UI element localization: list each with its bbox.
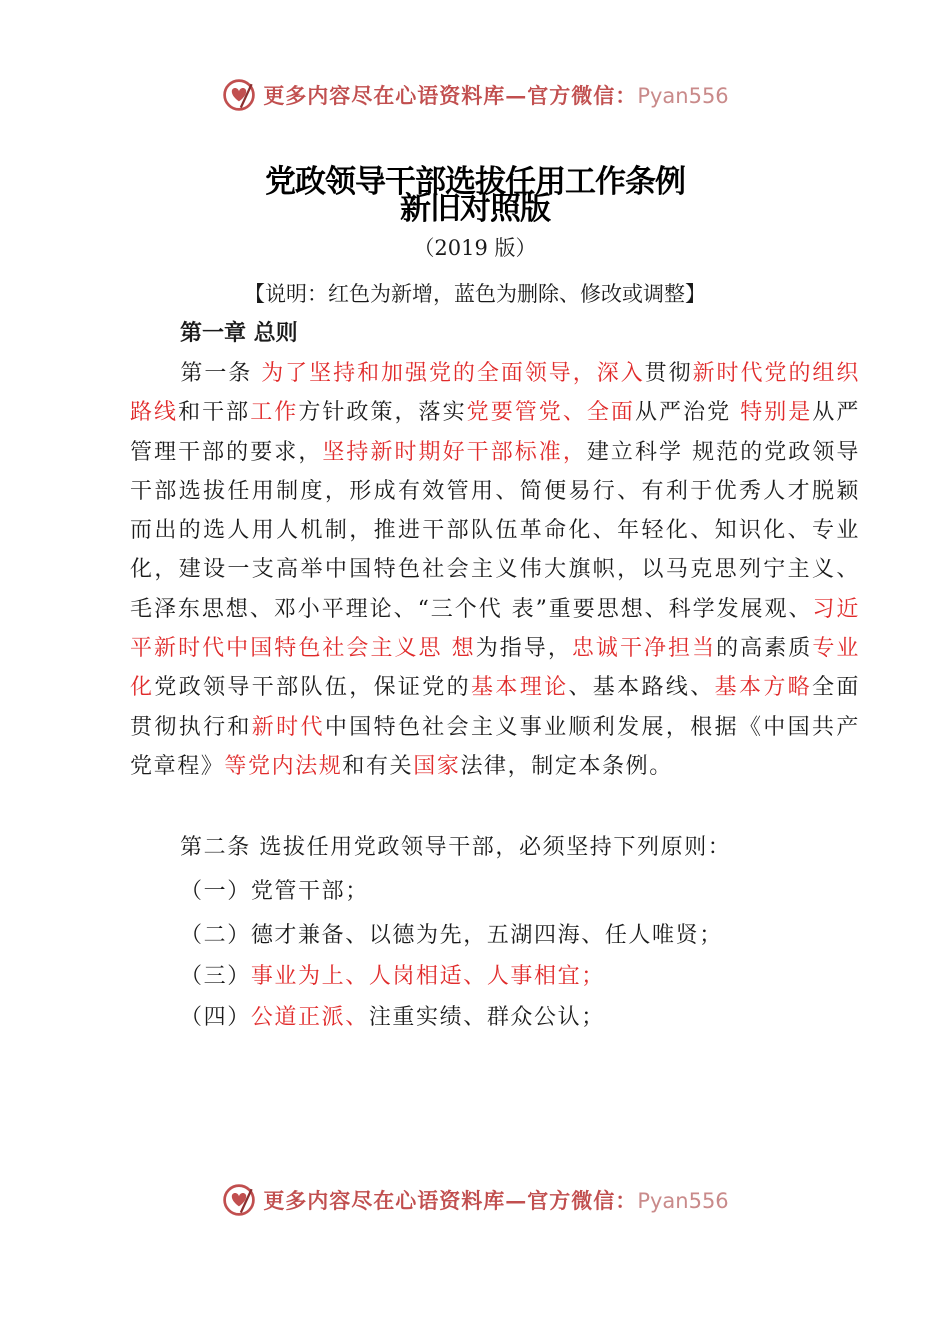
added-text-segment: 习近平新时代中国特色社会主义思 想 [130, 596, 860, 662]
added-text-segment: 新时代 [251, 714, 325, 740]
added-text-segment: 工作 [250, 400, 299, 426]
doc-title-line2: 新旧对照版 [400, 191, 550, 227]
principle-item-2: （二）德才兼备、以德为先，五湖四海、任人唯贤； [180, 923, 723, 948]
text-segment: 贯彻 [644, 361, 693, 386]
added-text-segment: 基本理论 [471, 675, 569, 701]
added-text-segment: 国家 [413, 753, 461, 779]
principle-item-4: （四）公道正派、注重实绩、群众公认； [180, 1005, 605, 1030]
text-segment: 方针政策，落实 [298, 400, 467, 426]
text-segment: 中国特色社会主义事业顺利发展，根据《中国共产党章程》 [130, 714, 860, 779]
text-segment: 建立科学 规范的党政领导干部选拔任用制度，形成有效管用、简便易行、有利于优秀人才脱颖而出的选人用人机制，推进干部队伍革命化、年轻化、知识化、专业化，建设一支高举中国特色社会主义伟大旗帜，以马克思列宁主义、毛泽东思想、邓小平理论、“三个代 表”重要思想、科学发展观、 [130, 439, 860, 622]
added-text-segment: 特别是 [740, 400, 813, 426]
article-2-text: 第二条 选拔任用党政领导干部，必须坚持下列原则： [180, 835, 732, 860]
added-text-segment: 坚持新时期好干部标准， [322, 439, 587, 465]
text-segment: 第一条 [180, 361, 262, 386]
principle-item-3: （三）事业为上、人岗相适、人事相宜； [180, 964, 605, 989]
header-banner [0, 70, 950, 120]
added-text-segment: 忠诚干净担当 [571, 636, 717, 662]
doc-title-line1: 党政领导干部选拔任用工作条例 [265, 164, 685, 200]
added-text-segment: 为了坚持和加强党的全面领导，深入 [261, 361, 645, 386]
text-segment: 和干部 [178, 400, 251, 426]
text-segment: 从严管理干部的要求， [130, 400, 861, 465]
text-segment: 的高素质 [716, 636, 813, 662]
added-text-segment: 新时代党的组织路线 [130, 361, 860, 426]
text-segment: 和有关 [342, 753, 414, 779]
doc-legend-note: 【说明：红色为新增，蓝色为删除、修改或调整】 [244, 282, 706, 306]
principle-item-1: （一）党管干部； [180, 879, 369, 904]
banner-text: 更多内容尽在心语资料库—官方微信：Pyan556 [263, 83, 729, 108]
text-segment: 从严治党 [634, 400, 741, 426]
doc-edition: （2019 版） [413, 236, 537, 260]
banner-text: 更多内容尽在心语资料库—官方微信：Pyan556 [263, 1188, 729, 1213]
text-segment: 、基本路线、 [568, 675, 715, 701]
text-segment: 党政领导干部队伍，保证党的 [154, 675, 472, 701]
text-segment: 法律，制定本条例。 [460, 753, 673, 779]
text-segment: 为指导， [475, 636, 572, 662]
added-text-segment: 基本方略 [714, 675, 813, 701]
added-text-segment: 党要管党、全面 [466, 400, 635, 426]
heart-quill-logo-icon [221, 77, 257, 113]
article-1-paragraph [130, 354, 860, 786]
added-text-segment: 专业化 [130, 636, 860, 701]
added-text-segment: 等党内法规 [224, 753, 343, 779]
wechat-id: Pyan556 [637, 84, 729, 108]
text-segment: 全面贯彻执行和 [130, 675, 861, 740]
chapter-heading: 第一章 总则 [180, 321, 298, 346]
heart-quill-logo-icon [221, 1182, 257, 1218]
wechat-id: Pyan556 [637, 1189, 729, 1213]
footer-banner [0, 1175, 950, 1225]
